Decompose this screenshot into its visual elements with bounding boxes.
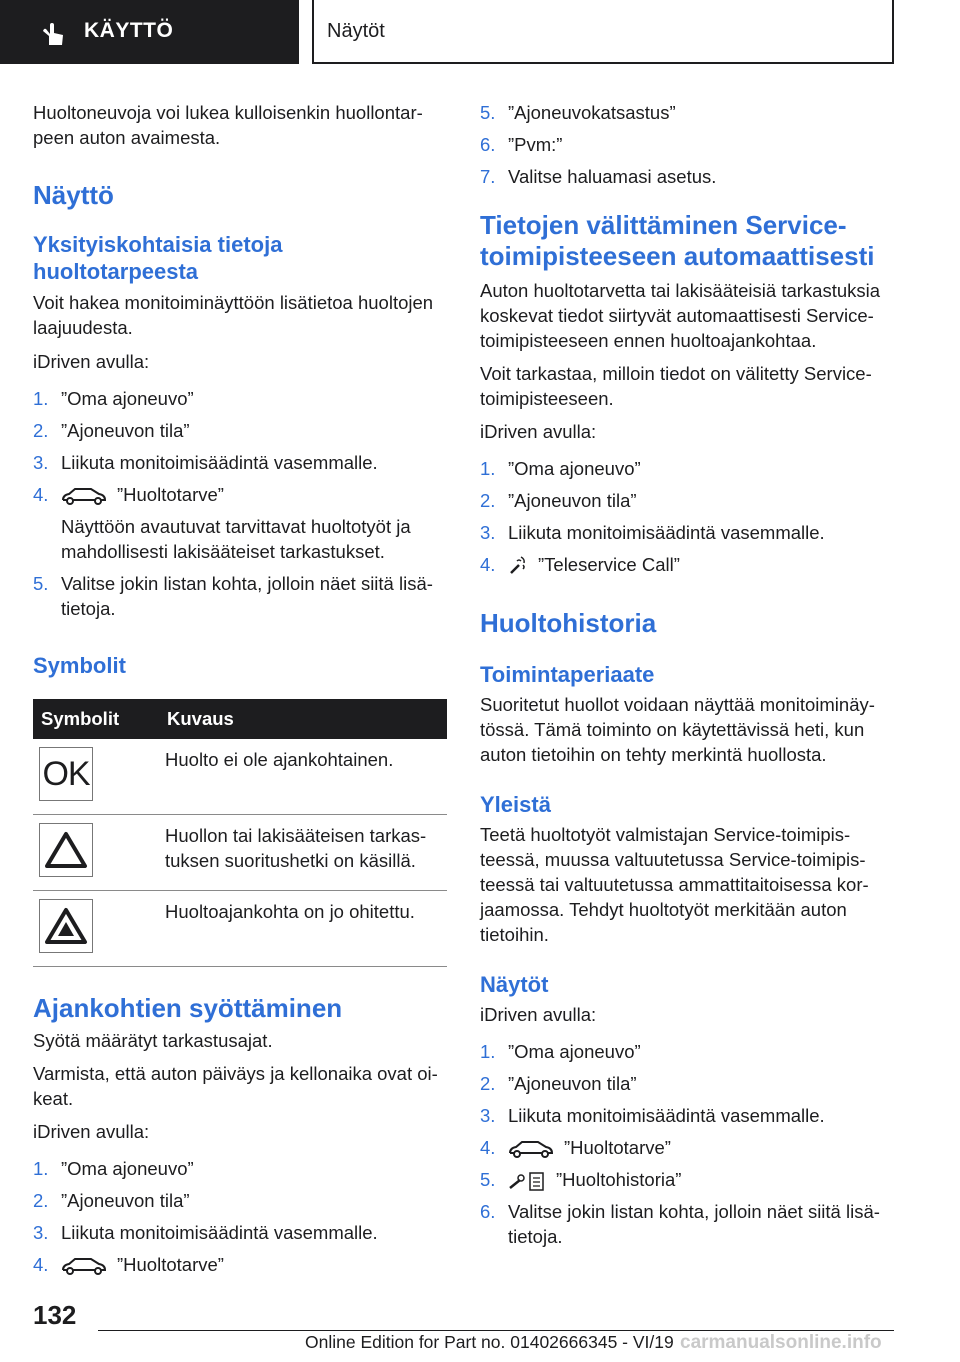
heading-naytto: Näyttö <box>33 180 114 210</box>
list-item: 6. ”Pvm:” <box>480 134 563 155</box>
car-icon <box>508 1139 554 1159</box>
list-item: 1. ”Oma ajoneuvo” <box>480 458 641 479</box>
footer-divider <box>98 1330 894 1331</box>
section-title: Näytöt <box>327 20 385 42</box>
list-item: 3. Liikuta monitoimisäädintä vasemmalle. <box>33 1222 378 1243</box>
paragraph-auton-huoltotarvetta: Auton huoltotarvetta tai lakisääteisiä tarkastuksia koskevat tiedot siirtyvät automaattisesti Service-toimipisteeseen ennen huoltoajankohtaa. <box>480 280 881 351</box>
warning-triangle-icon <box>39 823 93 877</box>
list-item: 3. Liikuta monitoimisäädintä vasemmalle. <box>480 1105 825 1126</box>
heading-yksityiskohtaisia: Yksityiskohtaisia tietoja huoltotarpeesta <box>33 232 283 284</box>
left-column <box>33 100 447 1284</box>
paragraph-suoritetut: Suoritetut huollot voidaan näyttää monitoiminäy-tössä. Tämä toiminto on käytettävissä heti, kun auton tietoihin on tehty merkintä huollosta. <box>480 694 875 765</box>
service-history-icon <box>508 1170 546 1192</box>
table-header-symbol: Symbolit <box>33 699 159 739</box>
list-item: 2. ”Ajoneuvon tila” <box>33 420 190 441</box>
paragraph-idrive-4: iDriven avulla: <box>480 1004 597 1025</box>
intro-text: Huoltoneuvoja voi lukea kulloisenkin huollontar-peen auton avaimesta. <box>33 102 423 148</box>
edition-text: Online Edition for Part no. 01402666345 - VI/19 <box>305 1332 674 1352</box>
list-item: 2. ”Ajoneuvon tila” <box>480 1073 637 1094</box>
steps-list-5 <box>480 1039 896 1249</box>
list-item: 3. Liikuta monitoimisäädintä vasemmalle. <box>33 452 378 473</box>
watermark: carmanualsonline.info <box>680 1332 882 1353</box>
heading-naytot: Näytöt <box>480 972 549 997</box>
steps-list-3 <box>480 100 896 189</box>
paragraph-idrive: iDriven avulla: <box>33 351 150 372</box>
overdue-triangle-icon <box>39 899 93 953</box>
paragraph-idrive-3: iDriven avulla: <box>480 421 597 442</box>
paragraph-varmista: Varmista, että auton päiväys ja kellonaika ovat oi-keat. <box>33 1063 438 1109</box>
table-row: Huollon tai lakisääteisen tarkas-tuksen suoritushetki on käsillä. <box>33 815 447 891</box>
heading-tietojen-valittaminen: Tietojen välittäminen Service-toimipisteeseen automaattisesti <box>480 210 875 271</box>
table-row: OK Huolto ei ole ajankohtainen. <box>33 739 447 815</box>
list-item: 4. ”Huoltotarve” <box>33 1254 224 1275</box>
car-icon <box>61 1256 107 1276</box>
paragraph-voit-hakea: Voit hakea monitoiminäyttöön lisätietoa huoltojen laajuudesta. <box>33 292 434 338</box>
list-item: 4. ”Huoltotarve” Näyttöön avautuvat tarvittavat huoltotyöt ja mahdollisesti lakisääteiset tarkastukset. <box>33 484 411 562</box>
list-item: 4. ”Huoltotarve” <box>480 1137 671 1158</box>
pointing-hand-icon <box>40 22 66 48</box>
steps-list-4 <box>480 456 896 577</box>
list-item: 6. Valitse jokin listan kohta, jolloin näet siitä lisä-tietoja. <box>480 1201 880 1248</box>
list-item: 2. ”Ajoneuvon tila” <box>480 490 637 511</box>
chapter-title: KÄYTTÖ <box>84 19 174 42</box>
paragraph-syota: Syötä määrätyt tarkastusajat. <box>33 1030 273 1051</box>
heading-yleista: Yleistä <box>480 792 551 817</box>
paragraph-idrive-2: iDriven avulla: <box>33 1121 150 1142</box>
list-item: 3. Liikuta monitoimisäädintä vasemmalle. <box>480 522 825 543</box>
list-item: 1. ”Oma ajoneuvo” <box>480 1041 641 1062</box>
ok-symbol-icon: OK <box>39 747 93 801</box>
symbols-table <box>33 699 447 967</box>
heading-ajankohtien: Ajankohtien syöttäminen <box>33 993 343 1023</box>
paragraph-voit-tarkastaa: Voit tarkastaa, milloin tiedot on välitetty Service-toimipisteeseen. <box>480 363 872 409</box>
list-item: 5. ”Huoltohistoria” <box>480 1167 896 1192</box>
steps-list-1 <box>33 386 447 621</box>
list-item: 5. ”Ajoneuvokatsastus” <box>480 102 676 123</box>
table-row: Huoltoajankohta on jo ohitettu. <box>33 891 447 967</box>
paragraph-teeta: Teetä huoltotyöt valmistajan Service-toimipis-teessä, muussa valtuutetussa Service-toimipis-teessä tai valtuutetussa ammattitaitoisessa kor-jaamossa. Tehdyt huoltotyöt merkitään auton tietoihin. <box>480 824 869 945</box>
page-number: 132 <box>33 1300 77 1330</box>
heading-symbolit: Symbolit <box>33 653 126 678</box>
wrench-signal-icon <box>508 556 528 576</box>
chapter-tab <box>0 0 299 64</box>
list-item: 5. Valitse jokin listan kohta, jolloin näet siitä lisä-tietoja. <box>33 573 433 619</box>
car-icon <box>61 486 107 506</box>
section-tab <box>312 0 894 64</box>
right-column <box>480 100 896 1256</box>
list-item: 4. ”Teleservice Call” <box>480 554 680 575</box>
list-item: 7. Valitse haluamasi asetus. <box>480 166 717 187</box>
list-item: 2. ”Ajoneuvon tila” <box>33 1190 190 1211</box>
table-header-description: Kuvaus <box>159 699 447 739</box>
list-item: 1. ”Oma ajoneuvo” <box>33 388 194 409</box>
heading-toimintaperiaate: Toimintaperiaate <box>480 662 655 687</box>
list-item: 1. ”Oma ajoneuvo” <box>33 1158 194 1179</box>
heading-huoltohistoria: Huoltohistoria <box>480 608 657 638</box>
steps-list-2 <box>33 1156 447 1277</box>
